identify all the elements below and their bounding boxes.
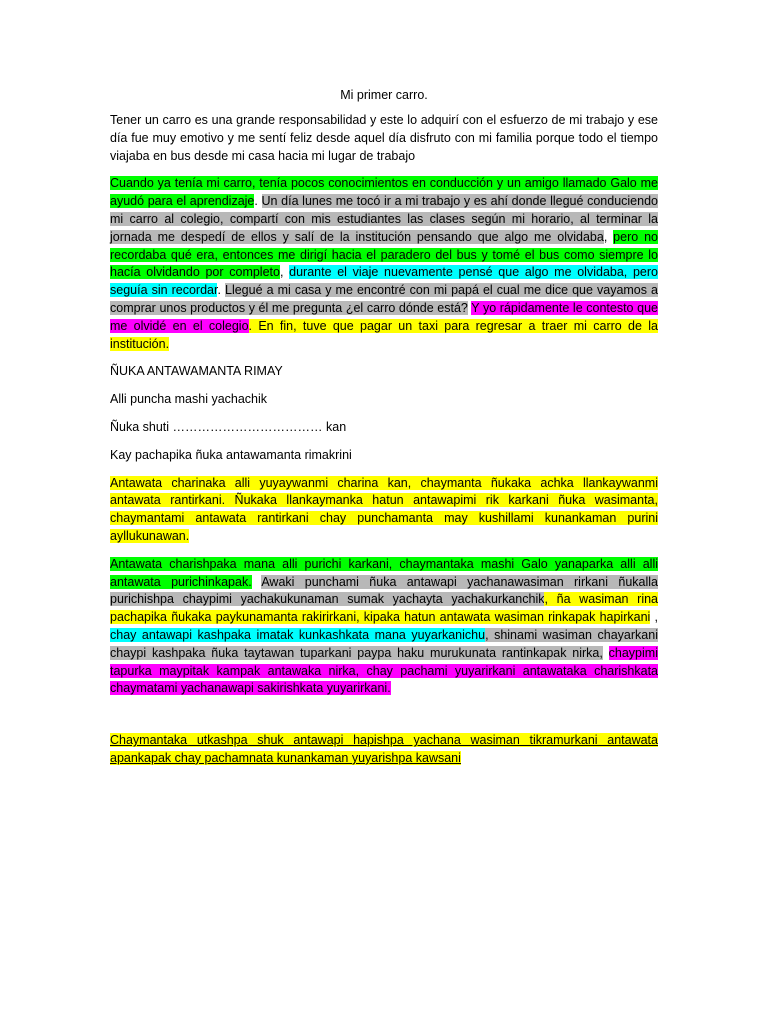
kichwa2-segment: chay antawapi kashpaka imatak kunkashkata mana yuyarkanichu xyxy=(110,627,486,642)
story-segment: pero no recordaba qué era, entonces me dirigí hacia el paradero del bus y tomé el bus como siempre lo hacía olvidando por completo xyxy=(110,229,658,280)
kichwa2-segment xyxy=(603,646,609,660)
kichwa2-segment: , shinami wasiman chayarkani chaypi kashpaka ñuka taytawan tuparkani paypa haku murukunata rantinkapak nirka, xyxy=(110,627,658,660)
intro-paragraph: Tener un carro es una grande responsabilidad y este lo adquirí con el esfuerzo de mi trabajo y ese día fue muy emotivo y me sentí feliz desde aquel día disfruto con mi familia porque todo el tiempo viajaba en bus desde mi casa hacia mi lugar de trabajo xyxy=(110,113,658,163)
closing-paragraph xyxy=(110,732,658,768)
kichwa-paragraph-1 xyxy=(110,475,658,546)
story-segment: Cuando ya tenía mi carro, tenía pocos conocimientos en conducción y un amigo llamado Galo me ayudó para el aprendizaje xyxy=(110,176,658,209)
kichwa2-segment: chaypimi tapurka maypitak kampak antawaka nirka, chay pachami yuyarirkani antawataka charishkata chaymatami yachanawapi sakirishkata yuyarirkani. xyxy=(110,645,658,696)
story-segment: Un día lunes me tocó ir a mi trabajo y es ahí donde llegué conduciendo mi carro al colegio, compartí con mis estudiantes las clases según mi horario, al terminar la jornada me despedí de ellos y salí de la institución pensando que algo me olvidaba xyxy=(110,194,658,244)
kichwa-paragraph-2 xyxy=(110,556,658,698)
kichwa2-segment: Antawata charishpaka mana alli purichi karkani, chaymantaka mashi Galo yanaparka alli alli antawata purichinkapak. xyxy=(110,556,658,589)
kichwa-paragraph-1-text: Antawata charinaka alli yuyaywanmi charina kan, chaymanta ñukaka achka llankaywanmi antawata rantirkani. Ñukaka llankaymanka hatun antawapimi rik karkani ñuka wasimanta, chaymantami antawata rantirkani chay punchamanta may kushillami kunankaman purini ayllukunawan. xyxy=(110,475,658,543)
kichwa2-segment: , xyxy=(650,610,658,625)
story-segment: , xyxy=(279,265,290,280)
kichwa2-segment: Awaki punchami ñuka antawapi yachanawasiman rirkani ñukalla purichishpa chaypimi yachakukunaman sumak yachayta yachakurkanchik xyxy=(110,574,658,607)
story-segment: . xyxy=(254,194,262,209)
closing-text: Chaymantaka utkashpa shuk antawapi hapishpa yachana wasiman tikramurkani antawata apankapak chay pachamnata kunankaman yuyarishpa kawsani xyxy=(110,733,658,765)
name-line: Ñuka shuti ……………………………… kan xyxy=(110,419,347,434)
spacer xyxy=(110,708,658,732)
section-heading: ÑUKA ANTAWAMANTA RIMAY xyxy=(110,364,283,379)
story-paragraph xyxy=(110,175,658,353)
kichwa2-segment xyxy=(252,575,262,589)
story-segment: . xyxy=(217,283,225,298)
document-title: Mi primer carro. xyxy=(340,88,428,102)
story-segment: . En fin, tuve que pagar un taxi para regresar a traer mi carro de la institución. xyxy=(110,318,658,351)
greeting-line: Alli puncha mashi yachachik xyxy=(110,392,268,407)
story-segment: , xyxy=(603,229,614,244)
story-segment: Llegué a mi casa y me encontré con mi papá el cual me dice que vayamos a comprar unos productos y él me pregunta ¿el carro dónde está? xyxy=(110,283,659,315)
story-segment: durante el viaje nuevamente pensé que algo me olvidaba, pero seguía sin recordar xyxy=(110,265,658,298)
intro-line: Kay pachapika ñuka antawamanta rimakrini xyxy=(110,447,352,462)
kichwa2-segment: , ña wasiman rina pachapika ñukaka paykunamanta rakirirkani, kipaka hatun antawata wasiman rinkapak hapirkani xyxy=(110,592,659,625)
story-segment: Y yo rápidamente le contesto que me olvidé en el colegio xyxy=(110,300,658,333)
